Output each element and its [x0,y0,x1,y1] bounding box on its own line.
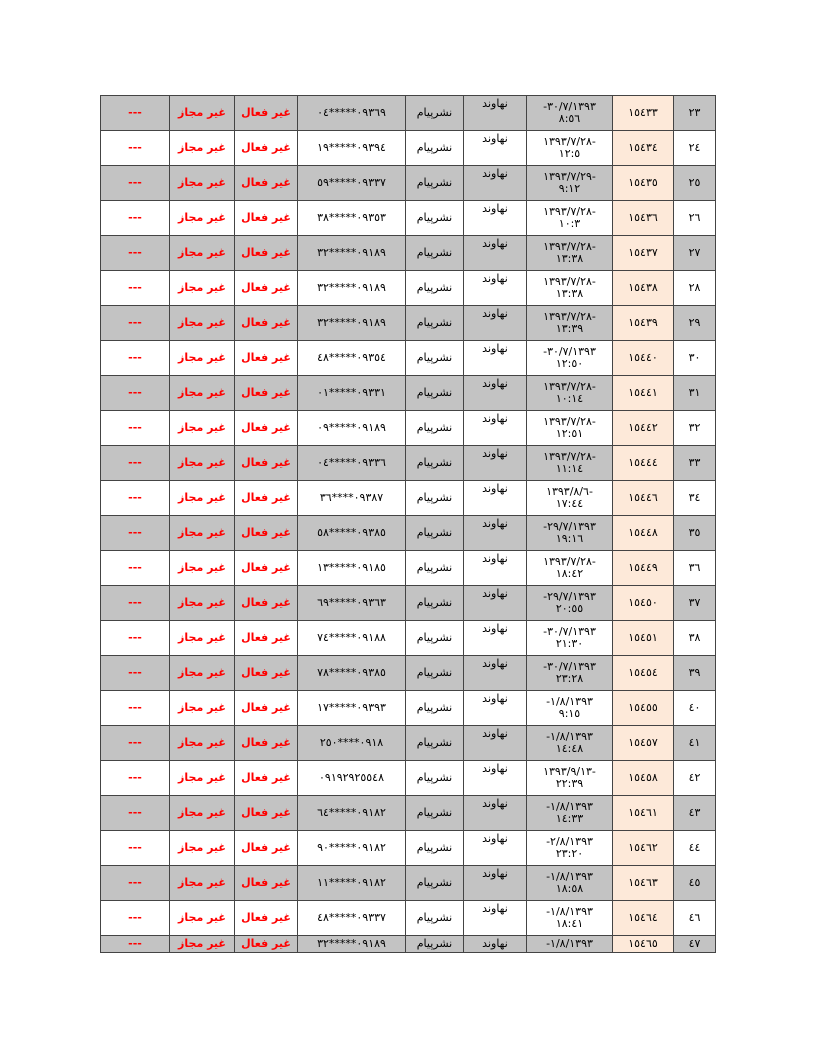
auth-cell: غیر مجاز [170,656,235,691]
sender-cell: نشرپیام [406,481,464,516]
dash-cell: --- [101,551,170,586]
date-cell: ١٣٩٣/٧/٢٨- ١٢:٥ [527,131,613,166]
id-cell: ١٥٤٦٥ [613,936,674,953]
date-cell: -١/٨/١٣٩٣ ١٤:٤٨ [527,726,613,761]
table-row [101,586,716,621]
sender-cell: نشرپیام [406,131,464,166]
sender-cell: نشرپیام [406,901,464,936]
row-number-cell: ٣٢ [674,411,716,446]
auth-cell: غیر مجاز [170,761,235,796]
phone-cell: ٠٩٣٦٩*****٠٤ [298,96,406,131]
city-cell: نهاوند [464,341,527,376]
sender-cell: نشرپیام [406,831,464,866]
id-cell: ١٥٤٦٤ [613,901,674,936]
phone-cell: ٠٩٣٨٥*****٧٨ [298,656,406,691]
dash-cell: --- [101,376,170,411]
table-row [101,446,716,481]
sender-cell: نشرپیام [406,166,464,201]
date-cell: ١٣٩٣/٧/٢٨- ١٢:٥١ [527,411,613,446]
auth-cell: غیر مجاز [170,341,235,376]
row-number-cell: ٣١ [674,376,716,411]
sender-cell: نشرپیام [406,656,464,691]
status-cell: غیر فعال [235,621,298,656]
status-cell: غیر فعال [235,166,298,201]
row-number-cell: ٤٠ [674,691,716,726]
table-row [101,341,716,376]
sender-cell: نشرپیام [406,516,464,551]
id-cell: ١٥٤٤١ [613,376,674,411]
row-number-cell: ٣٨ [674,621,716,656]
status-cell: غیر فعال [235,481,298,516]
row-number-cell: ٣٧ [674,586,716,621]
table-row [101,306,716,341]
dash-cell: --- [101,866,170,901]
status-cell: غیر فعال [235,831,298,866]
city-cell: نهاوند [464,691,527,726]
id-cell: ١٥٤٤٨ [613,516,674,551]
id-cell: ١٥٤٣٦ [613,201,674,236]
row-number-cell: ٢٥ [674,166,716,201]
sender-cell: نشرپیام [406,691,464,726]
id-cell: ١٥٤٥٨ [613,761,674,796]
status-cell: غیر فعال [235,271,298,306]
auth-cell: غیر مجاز [170,96,235,131]
table-row [101,866,716,901]
phone-cell: ٠٩٣٣٧*****٥٩ [298,166,406,201]
city-cell: نهاوند [464,411,527,446]
status-cell: غیر فعال [235,656,298,691]
status-cell: غیر فعال [235,866,298,901]
dash-cell: --- [101,656,170,691]
city-cell: نهاوند [464,761,527,796]
city-cell: نهاوند [464,376,527,411]
row-number-cell: ٢٦ [674,201,716,236]
status-cell: غیر فعال [235,306,298,341]
table-body [101,96,716,953]
row-number-cell: ٢٧ [674,236,716,271]
id-cell: ١٥٤٥١ [613,621,674,656]
phone-cell: ٠٩١٨٩*****٣٢ [298,236,406,271]
row-number-cell: ٢٩ [674,306,716,341]
dash-cell: --- [101,936,170,953]
status-cell: غیر فعال [235,236,298,271]
city-cell: نهاوند [464,271,527,306]
row-number-cell: ٤٢ [674,761,716,796]
row-number-cell: ٤٣ [674,796,716,831]
sender-cell: نشرپیام [406,201,464,236]
status-cell: غیر فعال [235,201,298,236]
auth-cell: غیر مجاز [170,901,235,936]
date-cell: ١٣٩٣/٧/٢٨- ١١:١٤ [527,446,613,481]
id-cell: ١٥٤٦١ [613,796,674,831]
phone-cell: ٠٩١٨٨*****٧٤ [298,621,406,656]
date-cell: -١/٨/١٣٩٣ ٩:١٥ [527,691,613,726]
id-cell: ١٥٤٤٦ [613,481,674,516]
auth-cell: غیر مجاز [170,271,235,306]
date-cell: -١/٨/١٣٩٣ [527,936,613,953]
auth-cell: غیر مجاز [170,796,235,831]
city-cell: نهاوند [464,656,527,691]
sender-cell: نشرپیام [406,306,464,341]
city-cell: نهاوند [464,306,527,341]
sender-cell: نشرپیام [406,761,464,796]
date-cell: -٣٠/٧/١٣٩٣ ٢٣:٢٨ [527,656,613,691]
dash-cell: --- [101,621,170,656]
city-cell: نهاوند [464,446,527,481]
dash-cell: --- [101,166,170,201]
dash-cell: --- [101,516,170,551]
row-number-cell: ٤٧ [674,936,716,953]
auth-cell: غیر مجاز [170,236,235,271]
city-cell: نهاوند [464,481,527,516]
phone-cell: ٠٩٣٨٧****٣٦ [298,481,406,516]
phone-cell: ٠٩١٨٢*****٦٤ [298,796,406,831]
city-cell: نهاوند [464,516,527,551]
table-row [101,481,716,516]
row-number-cell: ٣٥ [674,516,716,551]
phone-cell: ٠٩١٨٩*****٣٢ [298,936,406,953]
date-cell: ١٣٩٣/٧/٢٩- ٩:١٢ [527,166,613,201]
table-row [101,516,716,551]
city-cell: نهاوند [464,551,527,586]
auth-cell: غیر مجاز [170,411,235,446]
auth-cell: غیر مجاز [170,481,235,516]
date-cell: -١/٨/١٣٩٣ ١٨:٥٨ [527,866,613,901]
id-cell: ١٥٤٣٤ [613,131,674,166]
date-cell: ١٣٩٣/٨/٦- ١٧:٤٤ [527,481,613,516]
phone-cell: ٠٩٣٣١*****٠١ [298,376,406,411]
auth-cell: غیر مجاز [170,306,235,341]
id-cell: ١٥٤٦٣ [613,866,674,901]
sender-cell: نشرپیام [406,236,464,271]
phone-cell: ٠٩٣٣٦*****٠٤ [298,446,406,481]
date-cell: ١٣٩٣/٩/١٣- ٢٢:٣٩ [527,761,613,796]
auth-cell: غیر مجاز [170,866,235,901]
date-cell: -١/٨/١٣٩٣ ١٨:٤١ [527,901,613,936]
phone-cell: ٠٩٣٥٤*****٤٨ [298,341,406,376]
phone-cell: ٠٩٣٦٣*****٦٩ [298,586,406,621]
dash-cell: --- [101,271,170,306]
auth-cell: غیر مجاز [170,551,235,586]
sender-cell: نشرپیام [406,726,464,761]
table-row [101,411,716,446]
id-cell: ١٥٤٣٧ [613,236,674,271]
date-cell: ١٣٩٣/٧/٢٨- ١٠:١٤ [527,376,613,411]
table-row [101,621,716,656]
phone-cell: ٠٩٣٨٥*****٥٨ [298,516,406,551]
id-cell: ١٥٤٣٣ [613,96,674,131]
table-row [101,201,716,236]
date-cell: ١٣٩٣/٧/٢٨- ١٣:٣٨ [527,236,613,271]
row-number-cell: ٢٤ [674,131,716,166]
status-cell: غیر فعال [235,411,298,446]
status-cell: غیر فعال [235,901,298,936]
dash-cell: --- [101,796,170,831]
table-row [101,831,716,866]
id-cell: ١٥٤٥٧ [613,726,674,761]
table-row [101,166,716,201]
row-number-cell: ٣٣ [674,446,716,481]
phone-cell: ٠٩١٨٥*****١٣ [298,551,406,586]
phone-cell: ٠٩١٨٢*****١١ [298,866,406,901]
row-number-cell: ٤٤ [674,831,716,866]
phone-cell: ٠٩١٨****٢٥٠ [298,726,406,761]
row-number-cell: ٣٠ [674,341,716,376]
id-cell: ١٥٤٥٤ [613,656,674,691]
status-cell: غیر فعال [235,726,298,761]
phone-cell: ٠٩١٨٢*****٩٠ [298,831,406,866]
auth-cell: غیر مجاز [170,376,235,411]
row-number-cell: ٤١ [674,726,716,761]
dash-cell: --- [101,831,170,866]
date-cell: -٢٩/٧/١٣٩٣ ٢٠:٥٥ [527,586,613,621]
id-cell: ١٥٤٤٩ [613,551,674,586]
auth-cell: غیر مجاز [170,201,235,236]
status-cell: غیر فعال [235,691,298,726]
row-number-cell: ٤٦ [674,901,716,936]
dash-cell: --- [101,726,170,761]
status-cell: غیر فعال [235,936,298,953]
records-table [100,95,716,953]
status-cell: غیر فعال [235,516,298,551]
status-cell: غیر فعال [235,341,298,376]
dash-cell: --- [101,236,170,271]
dash-cell: --- [101,341,170,376]
dash-cell: --- [101,411,170,446]
row-number-cell: ٢٨ [674,271,716,306]
phone-cell: ٠٩٣٥٣*****٣٨ [298,201,406,236]
dash-cell: --- [101,761,170,796]
status-cell: غیر فعال [235,96,298,131]
status-cell: غیر فعال [235,586,298,621]
dash-cell: --- [101,201,170,236]
dash-cell: --- [101,691,170,726]
dash-cell: --- [101,481,170,516]
auth-cell: غیر مجاز [170,586,235,621]
city-cell: نهاوند [464,726,527,761]
dash-cell: --- [101,446,170,481]
dash-cell: --- [101,131,170,166]
date-cell: ١٣٩٣/٧/٢٨- ١٣:٣٩ [527,306,613,341]
row-number-cell: ٣٤ [674,481,716,516]
date-cell: -٢٩/٧/١٣٩٣ ١٩:١٦ [527,516,613,551]
table-row [101,271,716,306]
auth-cell: غیر مجاز [170,621,235,656]
status-cell: غیر فعال [235,796,298,831]
date-cell: -٣٠/٧/١٣٩٣ ٢١:٣٠ [527,621,613,656]
row-number-cell: ٣٦ [674,551,716,586]
table-row [101,936,716,953]
city-cell: نهاوند [464,936,527,953]
city-cell: نهاوند [464,586,527,621]
sender-cell: نشرپیام [406,411,464,446]
phone-cell: ٠٩٣٩٣*****١٧ [298,691,406,726]
city-cell: نهاوند [464,621,527,656]
table-row [101,131,716,166]
sender-cell: نشرپیام [406,621,464,656]
city-cell: نهاوند [464,166,527,201]
sender-cell: نشرپیام [406,376,464,411]
date-cell: ١٣٩٣/٧/٢٨- ١٣:٣٨ [527,271,613,306]
city-cell: نهاوند [464,131,527,166]
auth-cell: غیر مجاز [170,446,235,481]
row-number-cell: ٣٩ [674,656,716,691]
sender-cell: نشرپیام [406,796,464,831]
city-cell: نهاوند [464,96,527,131]
auth-cell: غیر مجاز [170,691,235,726]
dash-cell: --- [101,96,170,131]
id-cell: ١٥٤٥٥ [613,691,674,726]
table-row [101,551,716,586]
city-cell: نهاوند [464,201,527,236]
status-cell: غیر فعال [235,446,298,481]
auth-cell: غیر مجاز [170,166,235,201]
row-number-cell: ٢٣ [674,96,716,131]
table-row [101,656,716,691]
dash-cell: --- [101,901,170,936]
date-cell: ١٣٩٣/٧/٢٨- ١٨:٤٢ [527,551,613,586]
table-row [101,236,716,271]
city-cell: نهاوند [464,236,527,271]
auth-cell: غیر مجاز [170,131,235,166]
row-number-cell: ٤٥ [674,866,716,901]
city-cell: نهاوند [464,866,527,901]
sender-cell: نشرپیام [406,341,464,376]
id-cell: ١٥٤٤٢ [613,411,674,446]
date-cell: -١/٨/١٣٩٣ ١٤:٣٣ [527,796,613,831]
status-cell: غیر فعال [235,131,298,166]
date-cell: -٢/٨/١٣٩٣ ٢٣:٢٠ [527,831,613,866]
date-cell: -٣٠/٧/١٣٩٣ ١٢:٥٠ [527,341,613,376]
id-cell: ١٥٤٤٤ [613,446,674,481]
table-row [101,796,716,831]
phone-cell: ٠٩٣٩٤*****١٩ [298,131,406,166]
id-cell: ١٥٤٣٨ [613,271,674,306]
dash-cell: --- [101,586,170,621]
id-cell: ١٥٤٣٩ [613,306,674,341]
table-row [101,691,716,726]
status-cell: غیر فعال [235,551,298,586]
id-cell: ١٥٤٣٥ [613,166,674,201]
table-row [101,96,716,131]
id-cell: ١٥٤٥٠ [613,586,674,621]
id-cell: ١٥٤٤٠ [613,341,674,376]
phone-cell: ٠٩١٨٩*****٣٢ [298,271,406,306]
auth-cell: غیر مجاز [170,516,235,551]
auth-cell: غیر مجاز [170,726,235,761]
date-cell: -٣٠/٧/١٣٩٣ ٨:٥٦ [527,96,613,131]
table-row [101,761,716,796]
auth-cell: غیر مجاز [170,831,235,866]
phone-cell: ٠٩١٩٢٩٢٥٥٤٨ [298,761,406,796]
sender-cell: نشرپیام [406,866,464,901]
city-cell: نهاوند [464,796,527,831]
phone-cell: ٠٩٣٣٧*****٤٨ [298,901,406,936]
sender-cell: نشرپیام [406,271,464,306]
date-cell: ١٣٩٣/٧/٢٨- ١٠:٣ [527,201,613,236]
dash-cell: --- [101,306,170,341]
sender-cell: نشرپیام [406,446,464,481]
status-cell: غیر فعال [235,376,298,411]
table-row [101,901,716,936]
phone-cell: ٠٩١٨٩*****٠٩ [298,411,406,446]
sender-cell: نشرپیام [406,936,464,953]
sender-cell: نشرپیام [406,96,464,131]
city-cell: نهاوند [464,901,527,936]
table-row [101,726,716,761]
id-cell: ١٥٤٦٢ [613,831,674,866]
status-cell: غیر فعال [235,761,298,796]
auth-cell: غیر مجاز [170,936,235,953]
sender-cell: نشرپیام [406,551,464,586]
city-cell: نهاوند [464,831,527,866]
table-row [101,376,716,411]
sender-cell: نشرپیام [406,586,464,621]
phone-cell: ٠٩١٨٩*****٣٢ [298,306,406,341]
